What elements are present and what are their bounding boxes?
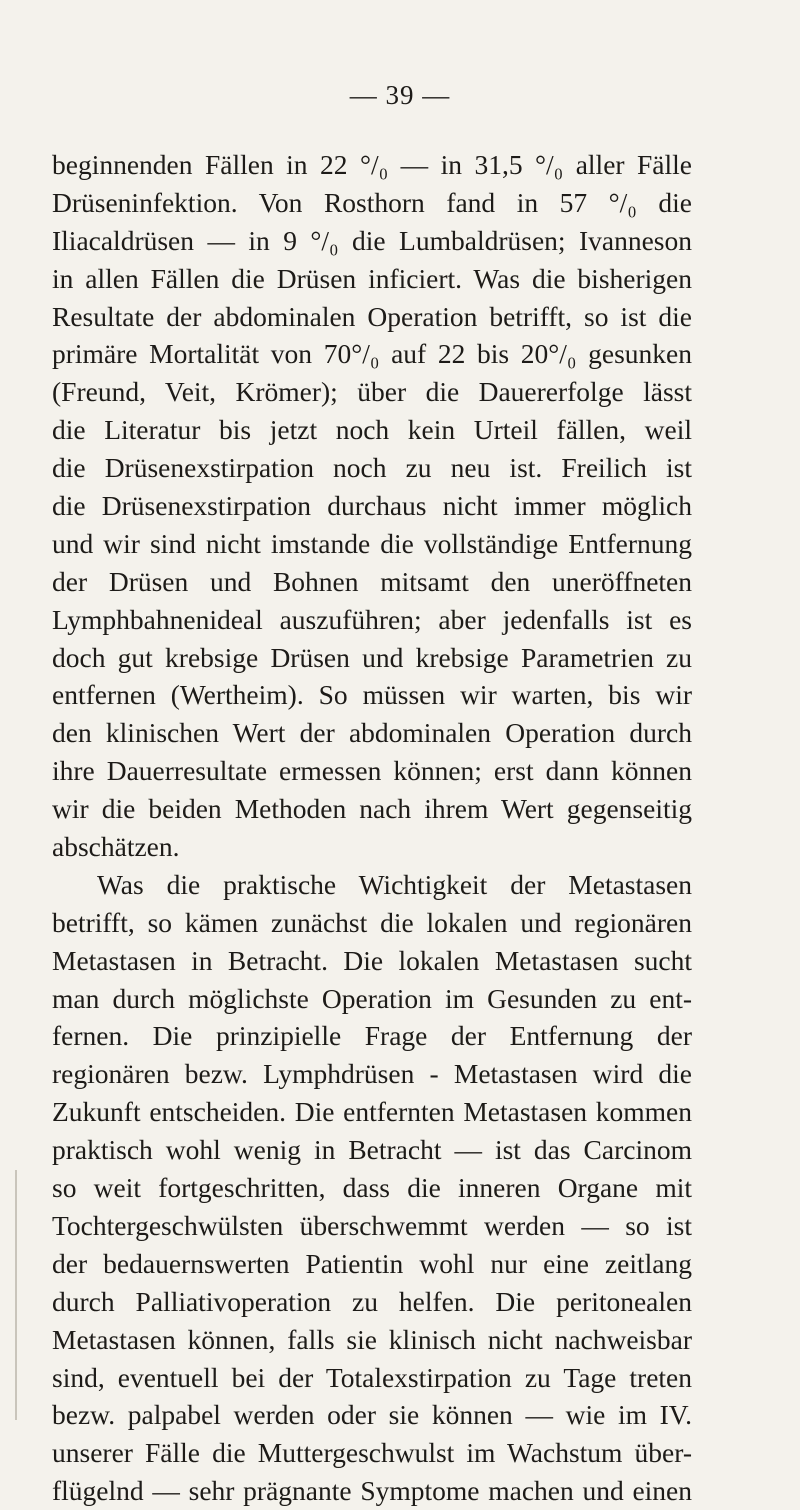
text-line: Metastasen können, falls sie klinisch nicht nachweisbar — [52, 1323, 692, 1355]
text-line: Was die praktische Wichtigkeit der Metastasen — [97, 868, 692, 900]
text-line: fernen. Die prinzipielle Frage der Entfernung der — [52, 1020, 692, 1052]
text-line: praktisch wohl wenig in Betracht — ist das Carcinom — [52, 1134, 692, 1166]
text-line: durch Palliativoperation zu helfen. Die peritonealen — [52, 1285, 692, 1317]
text-line: den klinischen Wert der abdominalen Operation durch — [52, 717, 692, 749]
text-line: unserer Fälle die Muttergeschwulst im Wachstum über- — [52, 1437, 692, 1469]
text-line: in allen Fällen die Drüsen inficiert. Was die bisherigen — [52, 262, 692, 294]
text-line: Lymphbahnenideal auszuführen; aber jedenfalls ist es — [52, 603, 692, 635]
text-line: abschätzen. — [52, 831, 180, 863]
text-line: Drüseninfektion. Von Rosthorn fand in 57 °/₀ die — [52, 186, 692, 218]
text-line: die Drüsenexstirpation durchaus nicht immer möglich — [52, 490, 692, 522]
text-line: die Drüsenexstirpation noch zu neu ist. Freilich ist — [52, 452, 692, 484]
text-line: die Literatur bis jetzt noch kein Urteil fällen, weil — [52, 414, 692, 446]
text-line: betrifft, so kämen zunächst die lokalen und regionären — [52, 906, 692, 938]
text-line: Zukunft entscheiden. Die entfernten Metastasen kommen — [52, 1096, 692, 1128]
text-line: regionären bezw. Lymphdrüsen - Metastasen wird die — [52, 1058, 692, 1090]
text-line: wir die beiden Methoden nach ihrem Wert gegenseitig — [52, 793, 692, 825]
text-line: und wir sind nicht imstande die vollständige Entfernung — [52, 527, 692, 559]
body-text — [52, 146, 692, 1510]
text-line: der bedauernswerten Patientin wohl nur eine zeitlang — [52, 1247, 692, 1279]
text-line: beginnenden Fällen in 22 °/₀ — in 31,5 °/₀ aller Fälle — [52, 149, 692, 180]
page-number-header: — 39 — — [349, 80, 451, 110]
text-line: Tochtergeschwülsten überschwemmt werden — so ist — [52, 1209, 692, 1241]
text-line: sind, eventuell bei der Totalexstirpation zu Tage treten — [52, 1361, 692, 1393]
text-line: der Drüsen und Bohnen mitsamt den uneröffneten — [52, 565, 692, 597]
page-edge-shadow — [15, 1170, 17, 1420]
text-line: man durch möglichste Operation im Gesunden zu ent- — [52, 982, 692, 1014]
text-line: so weit fortgeschritten, dass die inneren Organe mit — [52, 1172, 692, 1204]
text-line: primäre Mortalität von 70°/₀ auf 22 bis 20°/₀ gesunken — [52, 338, 692, 370]
text-line: Iliacaldrüsen — in 9 °/₀ die Lumbaldrüsen; Ivanneson — [52, 224, 692, 256]
text-line: doch gut krebsige Drüsen und krebsige Parametrien zu — [52, 641, 692, 673]
text-line: bezw. palpabel werden oder sie können — wie im IV. — [52, 1399, 692, 1431]
text-line: ihre Dauerresultate ermessen können; erst dann können — [52, 755, 692, 787]
text-line: (Freund, Veit, Krömer); über die Dauererfolge lässt — [52, 376, 692, 408]
text-line: Resultate der abdominalen Operation betrifft, so ist die — [52, 300, 692, 332]
paragraph-1 — [52, 146, 692, 866]
paragraph-2 — [52, 866, 692, 1510]
text-line: Metastasen in Betracht. Die lokalen Metastasen sucht — [52, 944, 692, 976]
text-line: flügelnd — sehr prägnante Symptome machen und einen — [52, 1475, 692, 1507]
text-line: entfernen (Wertheim). So müssen wir warten, bis wir — [52, 679, 692, 711]
